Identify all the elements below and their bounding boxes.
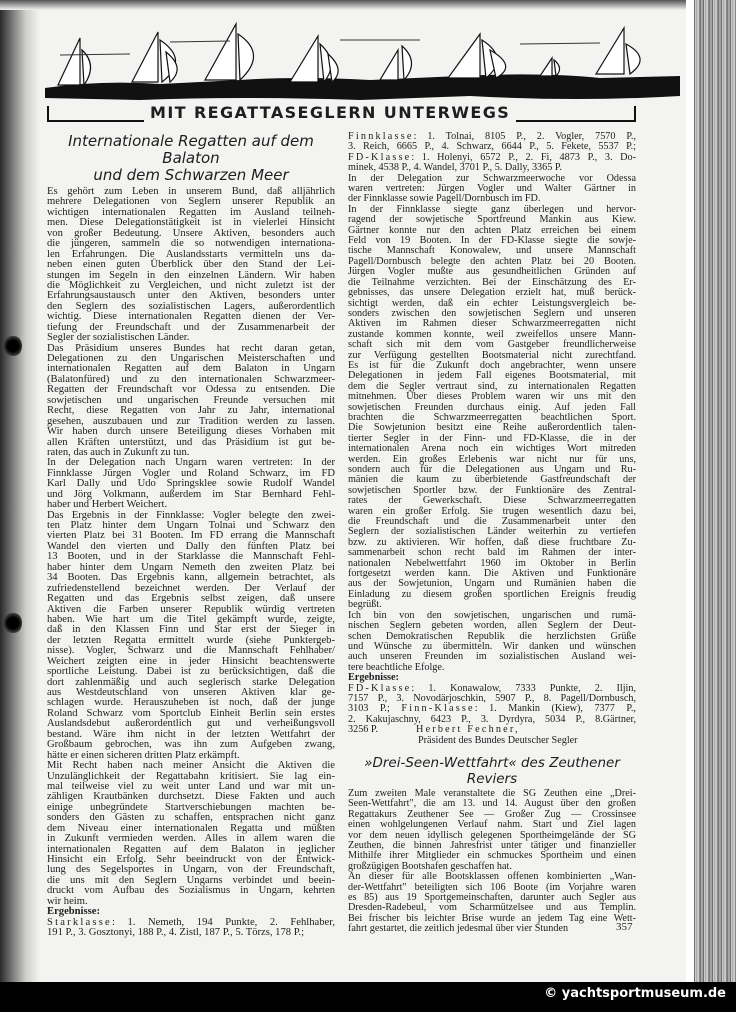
text-line: In der Delegation nach Ungarn waren vertreten: In der [47,457,335,469]
class-label: Finn-Klasse [401,703,475,715]
text-line: Mit Recht haben nach meiner Ansicht die Aktiven die [47,760,335,772]
article-heading-balaton [47,133,335,184]
text-line: Seglern der sozialistischen Länder weiterhin zu vertiefen [348,526,636,538]
results-ungarn-continued [348,132,636,174]
text-line: Delegationen in jedem Fall eigenes Bootsmaterial, mit [348,370,636,382]
text-line: dort zahlenmäßig und auch seglerisch starke Delegation [47,676,335,688]
text-line: waren vertreten: Jürgen Vogler und Walter Gärtner in [348,183,636,195]
text-line: mehrere Delegationen von Seglern unserer Republik an [47,196,335,208]
text-line: Einladung zu diesem großen sportlichen Ereignis freudig [348,588,636,600]
section-title-bar [47,100,636,122]
paragraph-kritik [47,761,335,907]
text-line: tierter Segler in der Finn- und FD-Klasse, die in der [348,432,636,444]
text-line: sportliche Leistung. Dabei ist zu berücksichtigen, daß die [47,666,335,678]
text-line: haben. Wie hart um die Titel gekämpft wurde, zeigte, [47,613,335,625]
text-line: druckt vom Aufbau des Sozialismus in Ungarn, kehrten [47,885,335,897]
text-line: mitnehmen. Über dieses Problem waren wir uns mit den [348,391,636,403]
text-line: internationalen Arena noch ein wichtiges Wort mitreden [348,443,636,455]
text-line: lung des Segelsportes in Ungarn, von der Freundschaft, [47,864,335,876]
text-line: tiefung der Freundschaft und der Zusammenarbeit der [47,321,335,333]
text-line: wir heim. [47,895,88,907]
text-line: fahrt gestartet, die zeitlich jedesmal über vier Stunden [348,923,569,935]
text-line: Erfahrungsaustausch unter den Aktiven, besonders unter [47,290,335,302]
paragraph-praesidium [47,344,335,459]
text-line: sowjetischen Sportler bzw. der Funktionäre des Zentral- [348,484,636,496]
text-line [348,725,636,735]
article-heading-drei-seen: »Drei-Seen-Wettfahrt« des Zeuthener Reviers [364,754,620,787]
text-line: daß in den Klassen Finn und Star erst der Sieger in [47,624,335,636]
text-line: zur Verfügung gestellten Bootsmaterial nicht zurechtfand. [348,349,636,361]
text-line: neben einen guten Überblick über den Stand der Lei- [47,259,335,271]
paragraph-ergebnis-ungarn [47,511,335,762]
text-line: raten, das auch in Zukunft zu tun. [47,446,190,458]
page-number: 357 [616,921,633,933]
text-line: wichtigen internationalen Regatten im Ausland teilneh- [47,206,335,218]
section-title: MIT REGATTASEGLERN UNTERWEGS [150,103,511,122]
text-line: dem Niveau einer internationalen Regatta und müßten [47,822,335,834]
text-line: fortgesetzt werden kann. Die Aktiven und Funktionäre [348,568,636,580]
text-line: von großer Bedeutung. Unsere Aktiven, besonders auch [47,227,335,239]
text-line: Die Sowjetunion besitzt eine Reihe außerordentlich talen- [348,422,636,434]
text-line: dem die Segler vertraut sind, zu internationalen Regatten [348,380,636,392]
text-line: Hinsicht ein Erfolg. Sehr beeindruckt von der Entwick- [47,854,335,865]
text-line: einen wohlgelungenen Verlauf nahm. Start und Ziel lagen [348,819,636,831]
text-line: 13 Booten, und in der Starklasse die Mannschaft Fehl- [47,551,335,563]
text-line: Delegationen zu den Ungarischen Meisterschaften und [47,353,335,364]
text-line: (Balatonfüred) und zu den internationalen Schwarzmeer- [47,373,335,385]
text-line: mänien die kaum zu überbietende Gastfreundschaft der [348,474,636,486]
text-line: ragend der sowjetische Sportfreund Mankin aus Kiew. [348,214,636,226]
paragraph-drei-seen-intro [348,789,636,872]
text-line: zustande kommen konnte, weil zweifellos unsere Mann- [348,328,636,340]
text-line: Auslandsdebut außerordentlich gut und verheißungsvoll [47,718,335,730]
text-line: ten Platz hinter dem Ungarn Tolnai und Schwarz den [47,520,335,531]
text-line: Regattakurs Zeuthener See — Großer Zug — Crossinsee [348,808,636,820]
text-line: die Freundschaft und die Zusammenarbeit unter den [348,516,636,528]
text-line: sonders zwischen den sowjetischen Seglern und unseren [348,307,636,319]
text-line: 34 Booten. Das Ergebnis kann, allgemein betrachtet, als [47,572,335,584]
paragraph-drei-seen-teilnehmer [348,872,636,934]
text-line: sowjetischen und ungarischen Freunde versuchen mit [47,394,335,406]
class-label: Finnklasse [348,131,414,142]
text-segment: : 1. Tolnai, 8105 P., 2. Vogler, 7570 P., [413,131,636,142]
right-column [348,132,636,935]
page-top-shadow [0,0,690,10]
text-line: auch unseren Freunden im sozialistischen Ausland wei- [348,651,636,663]
page-edge-shadow [0,0,40,985]
article-body-balaton [47,187,335,939]
text-line: sammenarbeit schon recht bald im Rahmen der inter- [348,547,636,559]
text-line: Aktiven die Farben unserer Republik würdig vertreten [47,603,335,615]
text-line: allen Kräften unterstützt, und das Präsidium ist gut be- [47,436,335,448]
text-line: Ergebnisse: [348,672,399,684]
title-rule-end [634,106,636,122]
text-line: Großbaum gebrochen, was ihn zum Aufgeben zwang, [47,739,335,751]
text-line: Das Präsidium unseres Bundes hat recht daran getan, [47,342,335,354]
text-line: Weichert zeigten eine in jeder Hinsicht beachtenswerte [47,655,335,667]
text-line: nischen Seglern gebeten worden, allen Seglern der Deut- [348,620,636,632]
text-line: In der Delegation zur Schwarzmeerwoche vor Odessa [348,172,636,184]
heading-line: Internationale Regatten auf dem Balaton [68,132,314,167]
text-segment: : 1. Konawalow, 7333 Punkte, 2. Iljin, [411,682,636,694]
text-line: Dresden-Radebeul, vom Scharmützelsee und aus Templin. [348,902,636,914]
text-segment: : 1. Mankin (Kiew), 7377 P., [474,703,636,715]
text-line: bzw. zu aktivieren. Wir hoffen, daß diese fruchtbare Zu- [348,536,636,548]
paragraph-ergebnis-odessa [348,205,636,611]
results-odessa [348,684,636,746]
text-line: internationalen Regatten auf dem Balaton in jeglicher [47,843,335,855]
text-line: sowjetischen Freunden durchaus einig. Auf jeden Fall [348,401,636,413]
text-line: zufriedenstellend bezeichnet werden. Der Verlauf der [47,582,335,594]
text-line: 3. Reich, 6665 P., 4. Schwarz, 6644 P., 5. Fekete, 5537 P.; [348,141,636,153]
text-line: Regatten und das Ergebnis selbst zeigen, daß unsere [47,593,335,605]
text-line: tere beachtliche Efolge. [348,661,445,673]
text-line: schaft sich mit dem vom Gastgeber freundlicherweise [348,339,636,351]
text-line: 7157 P., 3. Novodärjoschkin, 5907 P., 8. Pagell/Dornbusch, [348,692,636,704]
paragraph-gruesse [348,611,636,673]
paragraph-intro [47,187,335,344]
text-line: der-Wettfahrt" beteiligten sich 106 Boote (im Vorjahre waren [348,881,636,893]
text-line: Wir haben durch unsere Beteiligung dieses Vorhaben mit [47,426,335,438]
title-rule-left [49,112,144,122]
text-line: Karl Dally und Udo Springsklee sowie Rudolf Wandel [47,478,335,490]
class-label: Herbert Fechner, [416,724,520,736]
text-line: der Finnklasse sowie Pagell/Dornbusch im FD. [348,193,541,205]
text-line: Gärtner konnte nur den achten Platz erreichen bei einem [348,224,636,236]
text-line: Segler der sozialistischen Länder. [47,332,190,344]
text-line: Pagell/Dornbusch belegte den achten Platz bei 20 Booten. [348,255,636,267]
article-body-drei-seen [348,789,636,935]
text-line: vierten Platz bei 31 Booten. Im FD errang die Mannschaft [47,530,335,542]
text-line: gesehen, auszubauen und zur Tradition werden zu lassen. [47,415,335,427]
text-line: Mithilfe ihrer Mitglieder ein schmuckes Sportheim und einen [348,850,636,862]
text-line: zähligen Krautbänken durchsetzt. Diese Fakten und auch [47,791,335,803]
text-segment: : 1. Nemeth, 194 Punkte, 2. Fehlhaber, [111,916,335,928]
text-line: sondern auch für die Delegationen aus Ungarn und Ru- [348,464,636,475]
text-segment: 3256 P. [348,724,379,736]
left-column [47,133,335,939]
text-line: In der Finnklasse siegte ganz überlegen und hervor- [348,203,636,215]
text-line: waren ein großer Erfolg. Sie trugen wesentlich dazu bei, [348,505,636,517]
text-line: die Möglichkeit zu Vergleichen, und nicht zuletzt ist der [47,279,335,291]
article-body-continued [348,132,636,746]
text-line: aus der Sowjetunion, Ungarn und Rumänien haben die [348,578,636,590]
text-line: den Seglern des sozialistischen Lagers, außerordentlich [47,300,335,312]
text-line: Jürgen Vogler mußte aus gesundheitlichen Gründen auf [348,266,636,278]
text-line [348,736,636,746]
text-line: Zeuthen, die binnen Jahresfrist unter tätiger und finanzieller [348,840,636,851]
text-line: bestand. Wäre ihm nicht in der letzten Wettfahrt der [47,728,335,740]
text-line: wichtig. Diese internationalen Regatten dienen der Ver- [47,311,335,323]
paragraph-delegation-ungarn [47,458,335,510]
text-line: rates der Gewerkschaft. Diese Schwarzmeerregatten [348,495,636,507]
text-line: An dieser für alle Bootsklassen offenen kombinierten „Wan- [348,871,636,883]
text-line: len Erfahrungen. Die Auslandsstarts vermitteln uns da- [47,248,335,260]
text-segment: Präsident des Bundes Deutscher Segler [418,734,578,746]
text-line: stungen im Segeln in den einzelnen Ländern. Wir haben [47,269,335,281]
text-line: nisse). Vogler, Schwarz und die Mannschaft Fehlhaber/ [47,645,335,657]
text-line: einige unbegründete Startverschiebungen machten be- [47,801,335,813]
text-line: Ergebnisse: [47,906,100,918]
text-line: die uns mit den Seglern Ungarns verbindet und beein- [47,874,335,886]
text-line: Unzulänglichkeit der Regattabahn kritisiert. Sie lag ein- [47,770,335,782]
text-line: mal teilweise viel zu weit unter Land und war mit un- [47,780,335,792]
text-line: Recht, diese Regatten von Jahr zu Jahr, international [47,405,335,417]
class-label: FD-Klasse [348,151,412,163]
class-label: FD-Klasse [348,682,412,694]
text-segment: 3103 P.; [348,703,402,715]
text-line: gebnisses, das unsere Delegation erzielt hat, muß berück- [348,287,636,299]
title-rule-right [516,112,634,122]
text-line: Es ist für die Zukunft doch angebrachter, wenn unsere [348,359,636,371]
text-line: haber und Herbert Weichert. [47,499,168,511]
text-line: die jüngeren, sammeln die so notwendigen internationa- [47,238,335,250]
text-line: vor dem neuen idyllisch gelegenen Sportheimgelände der SG [348,829,636,841]
text-line: werden. Ein großes Erlebenis war nicht nur für uns, [348,453,636,465]
text-line: schlagen wurde. Herauszuheben ist noch, daß der junge [47,697,335,709]
text-line: Es gehört zum Leben in unserem Bund, daß alljährlich [47,186,335,197]
text-line: minek, 4538 P., 4. Wandel, 3701 P., 5. Dally, 3365 P. [348,162,562,174]
text-line: nationalen Nebelwettfahrt 1960 im Oktober in Berlin [348,557,636,569]
text-line: tische Mannschaft Konowalew, und unsere Mannschaft [348,245,636,257]
text-line: Ich bin von den sowjetischen, ungarischen und rumä- [348,609,636,621]
text-line: Zum zweiten Male veranstaltete die SG Zeuthen eine „Drei- [348,787,636,799]
text-line: Seen-Wettfahrt", die am 13. und 14. August über den großen [348,798,636,810]
text-line: Feld von 19 Booten. In der FD-Klasse siegte die sowje- [348,235,636,247]
text-line: hätte er einen sicheren dritten Platz erkämpft. [47,749,240,761]
paragraph-delegation-odessa [348,174,636,205]
text-line: in Zukunft vermieden werden. Alles in allem waren die [47,833,335,845]
text-line: und Wünsche zu übermitteln. Wir danken und wünschen [348,640,636,652]
book-page-stack [686,0,736,985]
text-line: großzügigen Bootshafen geschaffen hat. [348,860,512,872]
text-line: Regatten der Freundschaft vor Odessa zu entsenden. Die [47,384,335,396]
punch-hole [4,335,22,357]
text-line: Roland Schwarz vom Sportclub Einheit Berlin sein erstes [47,707,335,719]
heading-line: und dem Schwarzen Meer [93,166,289,184]
text-line: Wandel den vierten und Dally den fünften Platz bei [47,540,335,552]
text-line: brachten die Schwarzmeerregatten beachtlichen Sport. [348,411,636,423]
text-line: internationalen Regatten auf dem Balaton in Ungarn [47,363,335,375]
text-line: Bei frischer bis leichter Brise wurde an jedem Tag eine Wett- [348,912,636,924]
text-line: Das Ergebnis in der Finnklasse: Vogler belegte den zwei- [47,509,335,521]
text-line: sichtigt werden, daß ein echter Leistungsvergleich be- [348,297,636,309]
text-line: es 85) aus 19 Sportgemeinschaften, darunter auch Segler aus [348,892,636,904]
sailboats-illustration [40,10,690,102]
text-line: 2. Kakujaschny, 6423 P., 3. Dyrdyra, 5034 P., 8.Gärtner, [348,713,636,725]
text-line: begrüßt. [348,599,382,611]
text-line: haber hinter dem Ungarn Nemeth den zweiten Platz bei [47,561,335,573]
text-line: die Teilnahme verzichten. Bei der Einschätzung des Er- [348,276,636,288]
text-line: Finnklasse Jürgen Vogler und Roland Schwarz, im FD [47,467,335,479]
results-ungarn [47,918,335,939]
copyright-watermark: © yachtsportmuseum.de [544,986,726,1001]
class-label: Starklasse [47,916,112,928]
punch-hole [4,612,22,634]
text-line: 191 P., 3. Gosztonyi, 188 P., 4. Zistl, 187 P., 5. Törzs, 178 P.; [47,927,305,939]
text-line: men. Diese Delegationstätigkeit ist in vielerlei Hinsicht [47,217,335,229]
text-line: und Jörg Volkmann, außerdem im Star Bernhard Fehl- [47,488,335,500]
text-line: schen Demokratischen Republik die herzlichsten Grüße [348,630,636,642]
text-line: sonders den Gästen zu schaffen, entsprachen nicht ganz [47,812,335,824]
text-line: Aktiven im Rahmen dieser Schwarzmeerregatten nicht [348,318,636,330]
text-segment: : 1. Holenyi, 6572 P., 2. Fi, 4873 P., 3. Do- [411,151,636,163]
text-line: der letzten Regatta ermittelt wurde (siehe Punktergeb- [47,634,335,646]
text-line: aus Westdeutschland von unseren Aktiven klar ge- [47,687,335,698]
